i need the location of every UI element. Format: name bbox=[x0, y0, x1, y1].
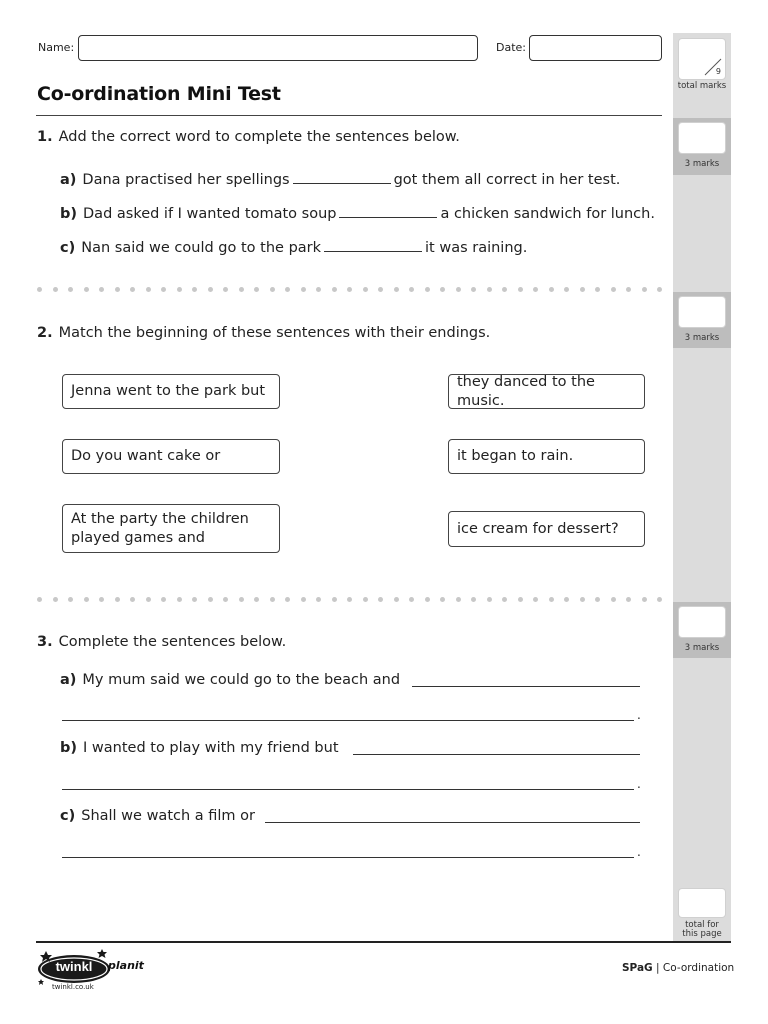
divider-dot bbox=[425, 287, 430, 292]
divider-dot bbox=[208, 287, 213, 292]
divider-dot bbox=[53, 287, 58, 292]
divider-dot bbox=[53, 597, 58, 602]
q3-item-b-line-1[interactable] bbox=[353, 754, 640, 755]
q3-item-b-letter: b) bbox=[60, 740, 78, 756]
divider-dot bbox=[301, 597, 306, 602]
q1-number: 1. bbox=[37, 129, 53, 145]
q2-marks-box[interactable] bbox=[678, 296, 726, 328]
twinkl-logo[interactable] bbox=[36, 945, 144, 995]
divider-dot bbox=[456, 597, 461, 602]
q1-item-b-letter: b) bbox=[60, 206, 78, 222]
divider-dot bbox=[99, 287, 104, 292]
q3-prompt-text: Complete the sentences below. bbox=[58, 634, 287, 650]
divider-dot bbox=[37, 287, 42, 292]
divider-dot bbox=[626, 597, 631, 602]
divider-dot bbox=[409, 287, 414, 292]
divider-dot bbox=[115, 597, 120, 602]
divider-dot bbox=[440, 287, 445, 292]
match-ending-2[interactable]: it began to rain. bbox=[448, 439, 645, 474]
divider-dot bbox=[130, 287, 135, 292]
divider-dot bbox=[549, 597, 554, 602]
title-rule bbox=[36, 115, 662, 116]
divider-dot bbox=[425, 597, 430, 602]
total-marks-value: 9 bbox=[715, 67, 721, 76]
divider-dot bbox=[99, 597, 104, 602]
q1-prompt bbox=[37, 129, 460, 145]
divider-dot bbox=[332, 287, 337, 292]
divider-dot bbox=[347, 597, 352, 602]
q1-item-b-blank[interactable] bbox=[339, 202, 437, 218]
footer-subject bbox=[622, 962, 734, 974]
divider-dot bbox=[161, 287, 166, 292]
divider-dot bbox=[301, 287, 306, 292]
date-field[interactable] bbox=[529, 35, 662, 61]
divider-dot bbox=[657, 287, 662, 292]
divider-dot bbox=[161, 597, 166, 602]
divider-dot bbox=[533, 287, 538, 292]
q1-marks-box[interactable] bbox=[678, 122, 726, 154]
divider-dot bbox=[146, 597, 151, 602]
divider-dot bbox=[239, 287, 244, 292]
divider-dot bbox=[316, 597, 321, 602]
page-total-box[interactable] bbox=[678, 888, 726, 918]
q3-item-c-period: . bbox=[637, 845, 641, 859]
divider-dot bbox=[223, 597, 228, 602]
divider-dot bbox=[332, 597, 337, 602]
footer-subject-label: SPaG bbox=[622, 962, 653, 974]
divider-dot bbox=[363, 287, 368, 292]
divider-dot bbox=[146, 287, 151, 292]
divider-dot bbox=[285, 597, 290, 602]
divider-dot bbox=[316, 287, 321, 292]
q3-number: 3. bbox=[37, 634, 53, 650]
twinkl-url: twinkl.co.uk bbox=[52, 983, 94, 991]
q1-marks-label: 3 marks bbox=[684, 159, 720, 169]
q3-item-a-period: . bbox=[637, 708, 641, 722]
date-label: Date: bbox=[496, 41, 526, 54]
divider-dot bbox=[595, 287, 600, 292]
page-total-label-line1: total for bbox=[685, 920, 719, 930]
divider-dot bbox=[378, 287, 383, 292]
name-label: Name: bbox=[38, 41, 75, 54]
footer-topic: Co-ordination bbox=[662, 962, 735, 974]
divider-dot bbox=[456, 287, 461, 292]
q3-item-c-letter: c) bbox=[60, 808, 76, 824]
divider-dot bbox=[564, 597, 569, 602]
divider-dot bbox=[487, 597, 492, 602]
q1-item-b-before: Dad asked if I wanted tomato soup bbox=[83, 206, 337, 222]
q1-item-a-blank[interactable] bbox=[293, 168, 391, 184]
q3-item-a-text: My mum said we could go to the beach and bbox=[82, 672, 401, 688]
divider-dot bbox=[518, 597, 523, 602]
total-marks-box[interactable] bbox=[678, 38, 726, 80]
match-beginning-2[interactable]: Do you want cake or bbox=[62, 439, 280, 474]
divider-dot bbox=[502, 597, 507, 602]
q1-item-b-after: a chicken sandwich for lunch. bbox=[440, 206, 655, 222]
divider-dot bbox=[394, 287, 399, 292]
section-divider-1 bbox=[37, 287, 662, 293]
divider-dot bbox=[270, 597, 275, 602]
divider-dot bbox=[611, 287, 616, 292]
divider-dot bbox=[611, 597, 616, 602]
divider-dot bbox=[347, 287, 352, 292]
divider-dot bbox=[471, 287, 476, 292]
q1-item-c-after: it was raining. bbox=[425, 240, 528, 256]
q3-marks-label: 3 marks bbox=[684, 643, 720, 653]
q1-item-a bbox=[60, 168, 620, 188]
q3-item-a-line-2[interactable] bbox=[62, 720, 634, 721]
q3-item-b bbox=[60, 740, 339, 756]
divider-dot bbox=[642, 287, 647, 292]
name-field[interactable] bbox=[78, 35, 478, 61]
q1-item-a-before: Dana practised her spellings bbox=[82, 172, 290, 188]
twinkl-brand-text: twinkl bbox=[55, 959, 93, 974]
divider-dot bbox=[192, 287, 197, 292]
divider-dot bbox=[626, 287, 631, 292]
match-ending-3[interactable]: ice cream for dessert? bbox=[448, 511, 645, 547]
divider-dot bbox=[208, 597, 213, 602]
divider-dot bbox=[533, 597, 538, 602]
q3-item-c-line-1[interactable] bbox=[265, 822, 640, 823]
divider-dot bbox=[595, 597, 600, 602]
match-beginning-1[interactable]: Jenna went to the park but bbox=[62, 374, 280, 409]
divider-dot bbox=[68, 597, 73, 602]
divider-dot bbox=[254, 287, 259, 292]
divider-dot bbox=[84, 597, 89, 602]
divider-dot bbox=[487, 287, 492, 292]
q1-item-c-before: Nan said we could go to the park bbox=[81, 240, 322, 256]
divider-dot bbox=[549, 287, 554, 292]
divider-dot bbox=[270, 287, 275, 292]
page-title: Co-ordination Mini Test bbox=[37, 83, 281, 105]
divider-dot bbox=[564, 287, 569, 292]
divider-dot bbox=[378, 597, 383, 602]
q3-item-b-line-2[interactable] bbox=[62, 789, 634, 790]
divider-dot bbox=[502, 287, 507, 292]
q3-item-a-line-1[interactable] bbox=[412, 686, 640, 687]
divider-dot bbox=[192, 597, 197, 602]
q3-marks-box[interactable] bbox=[678, 606, 726, 638]
q1-item-c-letter: c) bbox=[60, 240, 76, 256]
q3-item-b-text: I wanted to play with my friend but bbox=[83, 740, 339, 756]
divider-dot bbox=[642, 597, 647, 602]
divider-dot bbox=[363, 597, 368, 602]
divider-dot bbox=[580, 287, 585, 292]
divider-dot bbox=[177, 597, 182, 602]
divider-dot bbox=[657, 597, 662, 602]
q2-prompt bbox=[37, 325, 490, 341]
footer-rule bbox=[36, 941, 731, 943]
q1-item-b bbox=[60, 202, 655, 222]
page-total-label bbox=[673, 921, 731, 939]
q3-item-b-period: . bbox=[637, 777, 641, 791]
divider-dot bbox=[254, 597, 259, 602]
match-beginning-3[interactable]: At the party the children played games and bbox=[62, 504, 280, 553]
footer-separator: | bbox=[656, 962, 660, 974]
q3-item-c-line-2[interactable] bbox=[62, 857, 634, 858]
divider-dot bbox=[394, 597, 399, 602]
q2-marks-label: 3 marks bbox=[684, 333, 720, 343]
q3-item-a bbox=[60, 672, 400, 688]
section-divider-2 bbox=[37, 597, 662, 603]
divider-dot bbox=[177, 287, 182, 292]
divider-dot bbox=[84, 287, 89, 292]
divider-dot bbox=[440, 597, 445, 602]
divider-dot bbox=[239, 597, 244, 602]
q1-item-c-blank[interactable] bbox=[324, 236, 422, 252]
q2-prompt-text: Match the beginning of these sentences with their endings. bbox=[58, 325, 491, 341]
divider-dot bbox=[37, 597, 42, 602]
q1-item-a-letter: a) bbox=[60, 172, 77, 188]
q3-item-c bbox=[60, 808, 255, 824]
divider-dot bbox=[580, 597, 585, 602]
divider-dot bbox=[68, 287, 73, 292]
total-marks-label: total marks bbox=[677, 81, 727, 91]
page-total-label-line2: this page bbox=[682, 929, 722, 939]
q3-prompt bbox=[37, 634, 286, 650]
q2-number: 2. bbox=[37, 325, 53, 341]
q1-prompt-text: Add the correct word to complete the sentences below. bbox=[58, 129, 460, 145]
match-ending-1[interactable]: they danced to the music. bbox=[448, 374, 645, 409]
divider-dot bbox=[130, 597, 135, 602]
q3-item-a-letter: a) bbox=[60, 672, 77, 688]
q1-item-c bbox=[60, 236, 527, 256]
divider-dot bbox=[223, 287, 228, 292]
divider-dot bbox=[285, 287, 290, 292]
q3-item-c-text: Shall we watch a film or bbox=[81, 808, 255, 824]
divider-dot bbox=[518, 287, 523, 292]
divider-dot bbox=[471, 597, 476, 602]
q1-item-a-after: got them all correct in her test. bbox=[393, 172, 621, 188]
planit-text: planit bbox=[108, 959, 144, 972]
divider-dot bbox=[409, 597, 414, 602]
divider-dot bbox=[115, 287, 120, 292]
